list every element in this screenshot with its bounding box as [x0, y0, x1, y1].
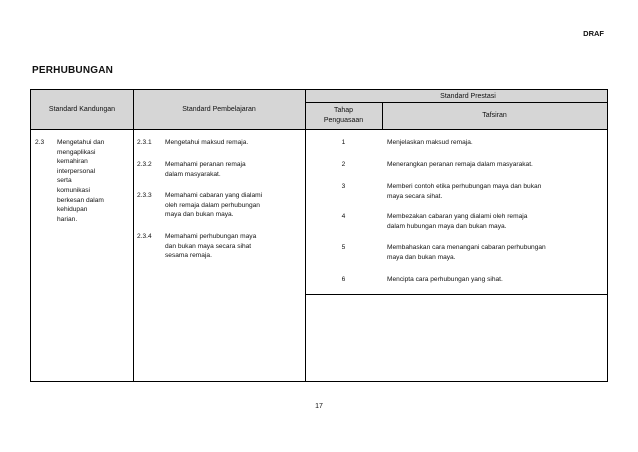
- prestasi-line: dalam hubungan maya dan bukan maya.: [387, 222, 507, 230]
- header-standard-prestasi: [305, 90, 607, 102]
- prestasi-level: 3: [341, 183, 346, 190]
- section-title: PERHUBUNGAN: [32, 65, 114, 76]
- prestasi-line: Membezakan cabaran yang dialami oleh remaja: [387, 213, 528, 220]
- draft-label: DRAF: [583, 29, 604, 38]
- pembelajaran-line: Mengetahui maksud remaja.: [165, 139, 249, 146]
- kandungan-line: harian.: [57, 215, 78, 223]
- kandungan-line: kemahiran: [57, 158, 88, 166]
- kandungan-line: komunikasi: [57, 186, 90, 194]
- pembelajaran-number: 2.3.2: [137, 161, 152, 168]
- header-tafsiran: [382, 102, 607, 129]
- prestasi-line: Membahaskan cara menangani cabaran perhubungan: [387, 244, 546, 251]
- pembelajaran-line: sesama remaja.: [165, 252, 212, 260]
- kandungan-line: serta: [57, 177, 72, 185]
- pembelajaran-line: Memahami peranan remaja: [165, 161, 246, 168]
- prestasi-line: Menerangkan peranan remaja dalam masyarakat.: [387, 161, 533, 168]
- kandungan-text: [57, 138, 131, 224]
- col-divider-3: [382, 102, 383, 129]
- page-number: 17: [315, 403, 323, 410]
- pembelajaran-number: 2.3.3: [137, 192, 152, 199]
- kandungan-line: kehidupan: [57, 206, 88, 214]
- prestasi-line: Menjelaskan maksud remaja.: [387, 139, 473, 146]
- prestasi-line: maya secara sihat.: [387, 192, 443, 200]
- prestasi-level: 5: [341, 244, 346, 251]
- header-standard-pembelajaran: [133, 90, 305, 129]
- pembelajaran-number: 2.3.1: [137, 139, 152, 146]
- prestasi-bottom-rule: [305, 294, 607, 295]
- pembelajaran-line: Memahami perhubungan maya: [165, 233, 257, 240]
- header-tafsiran-label: Tafsiran: [482, 112, 507, 119]
- header-standard-kandungan: [31, 90, 133, 129]
- prestasi-level: 6: [341, 276, 346, 283]
- kandungan-number: 2.3: [35, 139, 45, 146]
- kandungan-line: berkesan dalam: [57, 196, 104, 204]
- pembelajaran-line: dalam masyarakat.: [165, 170, 221, 178]
- header-tahap-label-line2: Penguasaan: [323, 116, 364, 124]
- prestasi-line: Memberi contoh etika perhubungan maya dan bukan: [387, 183, 542, 190]
- pembelajaran-line: Memahami cabaran yang dialami: [165, 192, 263, 199]
- pembelajaran-number: 2.3.4: [137, 233, 152, 240]
- pembelajaran-line: maya dan bukan maya.: [165, 211, 234, 219]
- kandungan-line: interpersonal: [57, 167, 96, 175]
- prestasi-line: maya dan bukan maya.: [387, 253, 456, 261]
- pembelajaran-line: oleh remaja dalam perhubungan: [165, 201, 260, 209]
- prestasi-level: 4: [341, 213, 346, 220]
- header-standard-pembelajaran-label: Standard Pembelajaran: [182, 106, 256, 113]
- header-standard-kandungan-label: Standard Kandungan: [48, 106, 116, 113]
- header-bottom-rule: [31, 129, 607, 130]
- prestasi-level: 1: [341, 139, 346, 146]
- prestasi-line: Mencipta cara perhubungan yang sihat.: [387, 276, 503, 283]
- kandungan-line: mengaplikasi: [57, 148, 96, 156]
- header-tahap-penguasaan: [305, 102, 382, 129]
- header-tahap-label-line1: Tahap: [333, 107, 354, 114]
- prestasi-header-rule: [305, 102, 607, 103]
- header-standard-prestasi-label: Standard Prestasi: [440, 92, 496, 100]
- prestasi-level: 2: [341, 161, 346, 168]
- col-divider-1: [133, 90, 134, 381]
- kandungan-line: Mengetahui dan: [57, 139, 105, 146]
- standards-table: [30, 89, 608, 382]
- col-divider-2: [305, 90, 306, 381]
- pembelajaran-line: dan bukan maya secara sihat: [165, 242, 252, 250]
